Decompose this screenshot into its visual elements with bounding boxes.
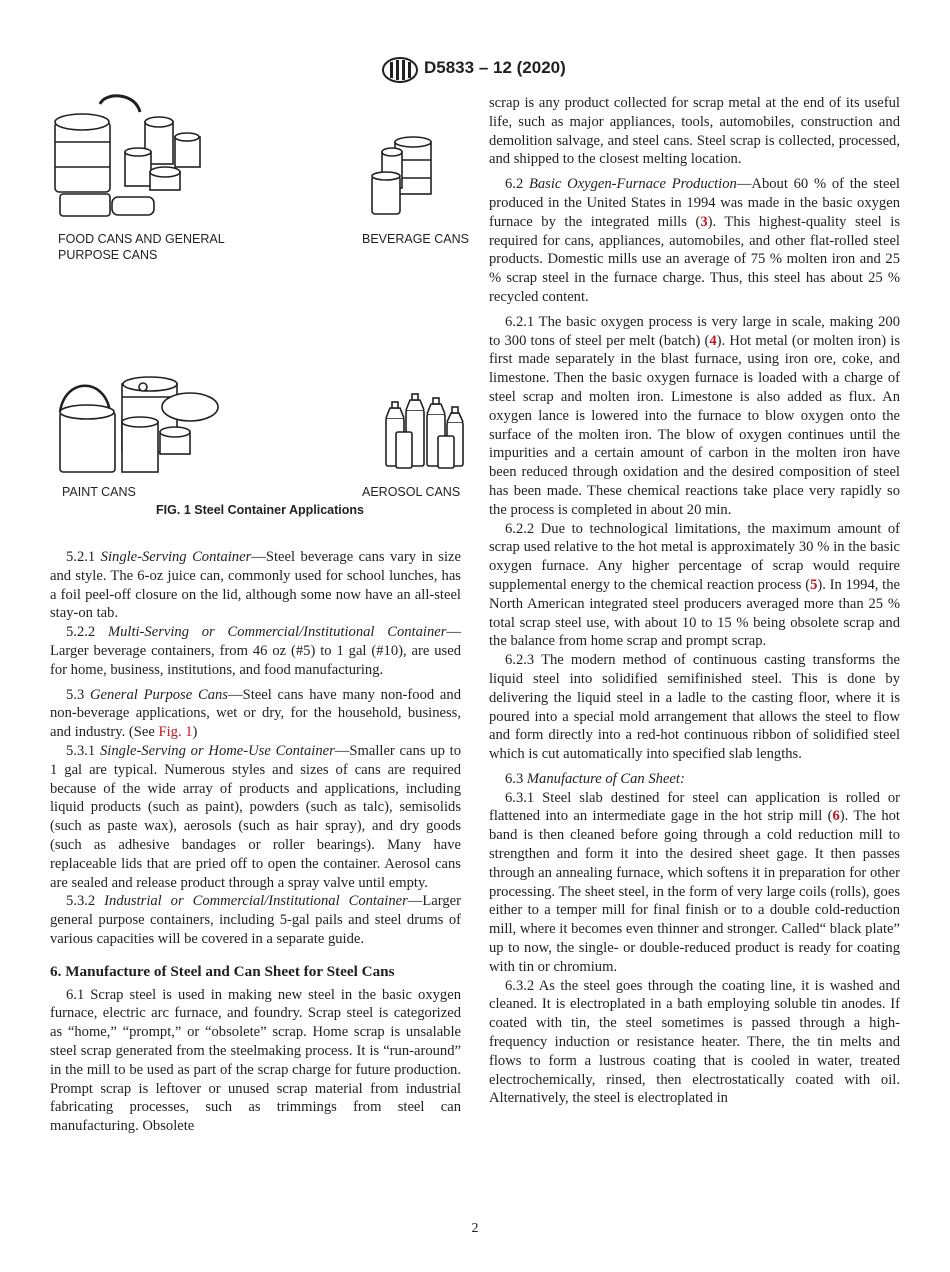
figure-1	[50, 92, 470, 522]
caption-paint-cans: PAINT CANS	[62, 485, 136, 499]
caption-food-cans: FOOD CANS AND GENERAL PURPOSE CANS	[58, 232, 225, 262]
reference-5-link[interactable]: 5	[810, 576, 818, 593]
paragraph-5-2-2: 5.2.2 Multi-Serving or Commercial/Institutional Container—Larger beverage containers, from 46 oz (#5) to 1 gal (#10), are used for home, business, institutions, and food manufacturing.	[50, 624, 461, 678]
paragraph-5-3-2: 5.3.2 Industrial or Commercial/Institutional Container—Larger general purpose containers, including 5-gal pails and steel drums of various capacities will be covered in a separate guide.	[50, 893, 461, 947]
caption-beverage-cans: BEVERAGE CANS	[362, 232, 469, 246]
paragraph-6-1-continued: scrap is any product collected for scrap metal at the end of its useful life, such as major appliances, tools, automobiles, construction and demolition salvage, and steel cans. Steel scrap is collected, processed, and shipped to the closest melting location.	[489, 95, 900, 168]
fig-1-link[interactable]: Fig. 1	[158, 724, 193, 741]
paragraph-6-2-2: 6.2.2 Due to technological limitations, the maximum amount of scrap used relative to the hot metal is approximately 30 % in the basic oxygen furnace. Any higher percentage of scrap would require supplemental energy to the chemical reaction process (5). In 1994, the North American integrated steel producers averaged more than 25 % total scrap steel use, with about 10 to 15 % being obsolete scrap and the balance from home scrap and prompt scrap.	[489, 520, 900, 650]
figure-title: FIG. 1 Steel Container Applications	[156, 503, 364, 517]
section-6-heading: 6. Manufacture of Steel and Can Sheet for Steel Cans	[50, 962, 395, 980]
reference-6-link[interactable]: 6	[832, 808, 840, 825]
paint-cans-illustration	[60, 377, 218, 472]
left-column	[50, 548, 461, 1136]
right-column	[489, 94, 900, 1108]
paragraph-6-1: 6.1 Scrap steel is used in making new steel in the basic oxygen furnace, electric arc furnace, and foundry. Scrap steel is categorized as “home,” “prompt,” or “obsolete” scrap. Home scrap is unsalable steel scrap generated from the steelmaking process. It is “run-around” in the mill to be used as part of the scrap charge for future production. Prompt scrap is leftover or unused scrap material from industrial fabricating processes, such as trimmings from steel can manufacturing. Obsolete	[50, 986, 461, 1135]
page-header	[0, 56, 950, 86]
reference-4-link[interactable]: 4	[709, 332, 717, 349]
paragraph-5-3: 5.3 General Purpose Cans—Steel cans have many non-food and non-beverage applications, wet or dry, for the household, business, and industry. (See Fig. 1)	[50, 686, 461, 741]
paragraph-6-3-1: 6.3.1 Steel slab destined for steel can application is rolled or flattened into an intermediate gage in the hot strip mill (6). The hot band is then cleaned before going through a cold reduction mill to strengthen and form it into the desired sheet gage. It then passes through an annealing furnace, which softens it in preparation for other processing. The sheet steel, in the form of very large coils (rolls), goes either to a temper mill for final finish or to a double cold-reduction mill, where it becomes even thinner and stronger. Called“ black plate” up to now, the single- or double-reduced product is ready for coating with tin or chromium.	[489, 789, 900, 975]
astm-logo	[380, 56, 420, 84]
document-id: D5833 – 12 (2020)	[424, 58, 566, 77]
paragraph-6-3: 6.3 Manufacture of Can Sheet:	[505, 770, 685, 787]
paragraph-6-2-3: 6.2.3 The modern method of continuous casting transforms the liquid steel into solidified semifinished steel. This is done by delivering the liquid steel in a ladle to the casting floor, where it is poured into a special mold arrangement that allows the steel to flow and form directly into a red-hot continuous ribbon of solidified steel which is cut automatically into specified slab lengths.	[489, 652, 900, 763]
paragraph-5-2-1: 5.2.1 Single-Serving Container—Steel beverage cans vary in size and style. The 6-oz juice can, commonly used for school lunches, has a foil peel-off closure on the lid, although some now have an all-steel stay-on tab.	[50, 549, 461, 622]
paragraph-6-3-2: 6.3.2 As the steel goes through the coating line, it is washed and cleaned. It is electroplated in a bath employing soluble tin anodes. If coated with tin, the steel sometimes is passed through a high-frequency induction or resistance heater. There, the tin melts and flows to form a lustrous coating that is cooled in water, treated electrochemically, rinsed, then electrostatically coated with oil. Alternatively, the steel is electroplated in	[489, 977, 900, 1107]
page-number: 2	[471, 1221, 479, 1236]
paragraph-6-2: 6.2 Basic Oxygen-Furnace Production—About 60 % of the steel produced in the United States in 1994 was made in the basic oxygen furnace by the integrated mills (3). This highest-quality steel is required for cans, appliances, automobiles, and other flat-rolled steel products. Domestic mills use an average of 75 % molten iron and 25 % scrap steel in the furnace charge. Thus, this steel has about 25 % recycled content.	[489, 176, 901, 305]
paragraph-5-3-1: 5.3.1 Single-Serving or Home-Use Container—Smaller cans up to 1 gal are typical. Numerous styles and sizes of cans are required because of the wide array of products and applications, including liquid products (such as paint), powders (such as talc), semisolids (such as paste wax), aerosols (such as hair spray), and dry goods (such as adhesive bandages or roller bearings). Many have replaceable lids that are pried off to open the container. Aerosol cans are sealed and release product through a spray valve until empty.	[50, 742, 461, 891]
paragraph-6-2-1: 6.2.1 The basic oxygen process is very large in scale, making 200 to 300 tons of steel per melt (batch) (4). Hot metal (or molten iron) is first made separately in the blast furnace, using iron ore, coke, and limestone. Then the basic oxygen furnace is loaded with a charge of steel scrap and molten iron. Limestone is also added as flux. An oxygen lance is lowered into the furnace to blow oxygen onto the surface of the molten iron. The blow of oxygen continues until the impurities and a certain amount of carbon in the molten iron have been reduced through oxidation and the desired composition of steel has been made. These chemical reactions take place very rapidly so the process is completed in about 20 min.	[489, 313, 900, 518]
beverage-cans-illustration	[372, 137, 431, 214]
caption-aerosol-cans: AEROSOL CANS	[362, 485, 461, 499]
reference-3-link[interactable]: 3	[700, 213, 708, 230]
food-cans-illustration	[55, 96, 200, 216]
aerosol-cans-illustration	[386, 394, 463, 468]
container-illustrations	[50, 92, 470, 502]
